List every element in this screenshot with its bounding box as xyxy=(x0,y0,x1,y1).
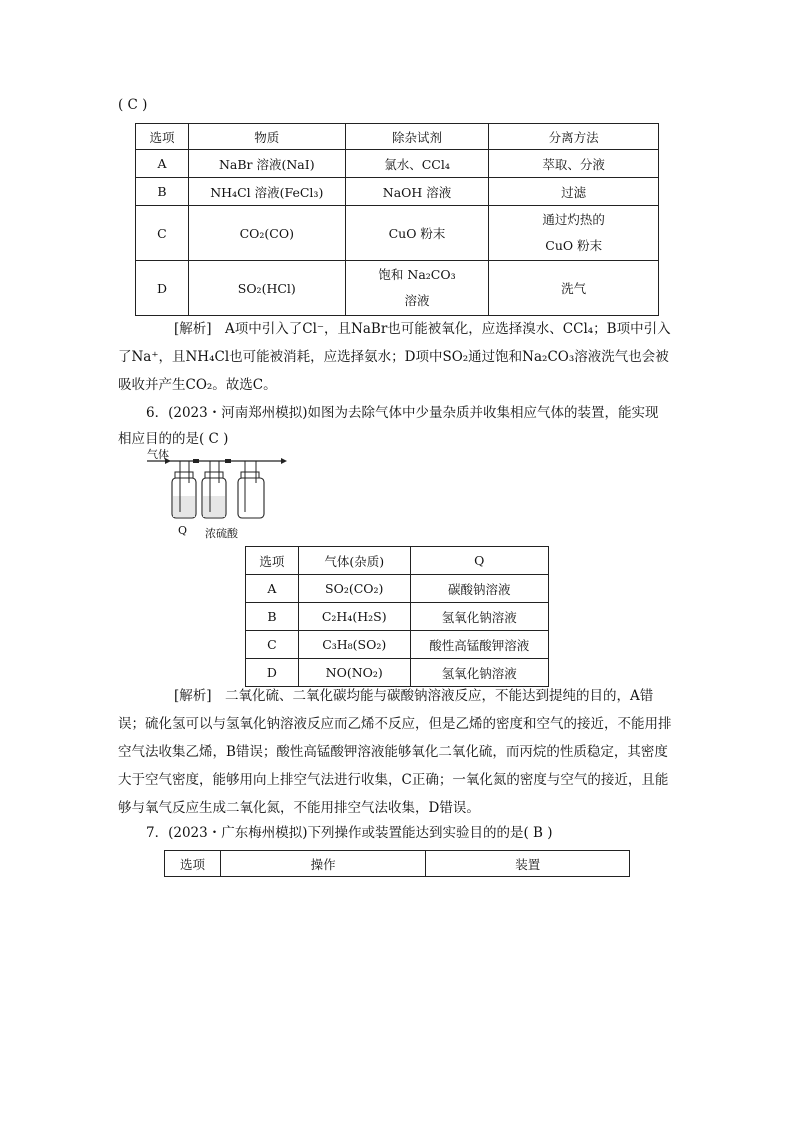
table-cell: 通过灼热的 CuO 粉末 xyxy=(489,206,659,261)
table-cell: B xyxy=(246,603,299,631)
table-cell: NH₄Cl 溶液(FeCl₃) xyxy=(188,178,345,206)
q5-header-substance: 物质 xyxy=(188,124,345,150)
q6-table xyxy=(245,546,549,687)
q6-header-q: Q xyxy=(410,547,548,575)
table-row xyxy=(136,206,659,261)
table-row xyxy=(136,261,659,316)
table-cell: CuO 粉末 xyxy=(345,206,489,261)
table-cell: SO₂(HCl) xyxy=(188,261,345,316)
table-cell: 氢氧化钠溶液 xyxy=(410,659,548,687)
table-cell: A xyxy=(246,575,299,603)
q7-header-option: 选项 xyxy=(165,851,221,877)
q7-table xyxy=(164,850,630,877)
q5-table xyxy=(135,123,659,316)
acid-label: 浓硫酸 xyxy=(205,527,238,540)
table-cell: NaBr 溶液(NaI) xyxy=(188,150,345,178)
q5-header-option: 选项 xyxy=(136,124,189,150)
table-cell: D xyxy=(136,261,189,316)
apparatus-figure xyxy=(145,450,295,540)
table-cell: C xyxy=(246,631,299,659)
table-cell: A xyxy=(136,150,189,178)
table-cell: 洗气 xyxy=(489,261,659,316)
table-cell: 氯水、CCl₄ xyxy=(345,150,489,178)
q-label: Q xyxy=(178,524,188,537)
table-cell: D xyxy=(246,659,299,687)
gas-label: 气体 xyxy=(147,448,169,461)
table-cell: B xyxy=(136,178,189,206)
q6-header-gas: 气体(杂质) xyxy=(298,547,410,575)
q7-question: 7．(2023・广东梅州模拟)下列操作或装置能达到实验目的的是( B ) xyxy=(146,825,553,841)
table-cell: SO₂(CO₂) xyxy=(298,575,410,603)
table-row xyxy=(246,603,549,631)
q7-header-apparatus: 装置 xyxy=(426,851,630,877)
table-row xyxy=(136,150,659,178)
q6-question-line1: 6．(2023・河南郑州模拟)如图为去除气体中少量杂质并收集相应气体的装置，能实现 xyxy=(146,405,659,421)
table-row xyxy=(246,631,549,659)
q6-header-option: 选项 xyxy=(246,547,299,575)
table-row xyxy=(136,178,659,206)
table-cell: CO₂(CO) xyxy=(188,206,345,261)
q7-header-operation: 操作 xyxy=(220,851,426,877)
table-cell: C₃H₈(SO₂) xyxy=(298,631,410,659)
table-cell: 酸性高锰酸钾溶液 xyxy=(410,631,548,659)
table-cell: 饱和 Na₂CO₃ 溶液 xyxy=(345,261,489,316)
q6-question-line2: 相应目的的是( C ) xyxy=(118,431,229,447)
table-cell: NaOH 溶液 xyxy=(345,178,489,206)
q5-header-reagent: 除杂试剂 xyxy=(345,124,489,150)
table-cell: 氢氧化钠溶液 xyxy=(410,603,548,631)
q5-answer: ( C ) xyxy=(118,97,148,113)
table-cell: 过滤 xyxy=(489,178,659,206)
table-row xyxy=(246,575,549,603)
table-cell: 萃取、分液 xyxy=(489,150,659,178)
table-cell: C xyxy=(136,206,189,261)
table-cell: 碳酸钠溶液 xyxy=(410,575,548,603)
q5-header-method: 分离方法 xyxy=(489,124,659,150)
q5-analysis: [解析] A项中引入了Cl⁻，且NaBr也可能被氧化，应选择溴水、CCl₄；B项中引入了Na⁺，且NH₄Cl也可能被消耗，应选择氨水；D项中SO₂通过饱和Na₂CO₃溶液洗气也会被吸收并产生CO₂。故选C。 xyxy=(118,321,671,393)
q6-analysis: [解析] 二氧化硫、二氧化碳均能与碳酸钠溶液反应，不能达到提纯的目的，A错误；硫化氢可以与氢氧化钠溶液反应而乙烯不反应，但是乙烯的密度和空气的接近，不能用排空气法收集乙烯，B错误；酸性高锰酸钾溶液能够氧化二氧化硫，而丙烷的性质稳定，其密度大于空气密度，能够用向上排空气法进行收集，C正确；一氧化氮的密度与空气的接近，且能够与氧气反应生成二氧化氮，不能用排空气法收集，D错误。 xyxy=(118,688,672,816)
table-cell: NO(NO₂) xyxy=(298,659,410,687)
table-cell: C₂H₄(H₂S) xyxy=(298,603,410,631)
